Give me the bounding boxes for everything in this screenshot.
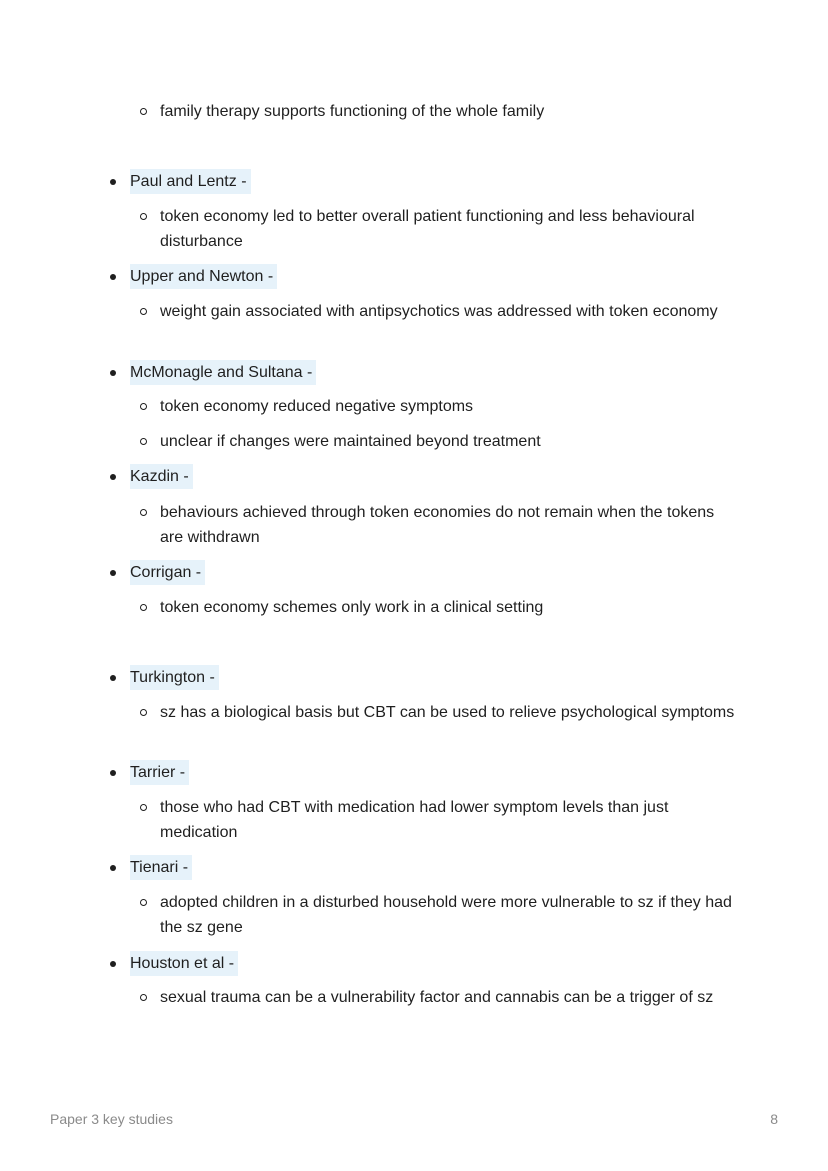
- bullet-icon: [110, 770, 116, 776]
- hollow-bullet-icon: [140, 438, 147, 445]
- hollow-bullet-icon: [140, 108, 147, 115]
- bullet-icon: [110, 274, 116, 280]
- list-item-text: sexual trauma can be a vulnerability factor and cannabis can be a trigger of sz: [160, 989, 714, 1006]
- hollow-bullet-icon: [140, 213, 147, 220]
- bullet-icon: [110, 570, 116, 576]
- hollow-bullet-icon: [140, 509, 147, 516]
- bullet-icon: [110, 179, 116, 185]
- hollow-bullet-icon: [140, 709, 147, 716]
- hollow-bullet-icon: [140, 604, 147, 611]
- bullet-icon: [110, 370, 116, 376]
- hollow-bullet-icon: [140, 403, 147, 410]
- bullet-icon: [110, 865, 116, 871]
- bullet-icon: [110, 961, 116, 967]
- page-number: 8: [770, 1111, 778, 1127]
- hollow-bullet-icon: [140, 994, 147, 1001]
- hollow-bullet-icon: [140, 899, 147, 906]
- study-name: Upper and Newton -: [130, 264, 277, 289]
- study-name: Houston et al -: [130, 951, 238, 976]
- bullet-icon: [110, 474, 116, 480]
- list-item-text: weight gain associated with antipsychotics was addressed with token economy: [160, 303, 718, 320]
- list-item-text: those who had CBT with medication had lower symptom levels than just medication: [160, 799, 669, 841]
- study-name: Tienari -: [130, 855, 192, 880]
- list-item-text: behaviours achieved through token economies do not remain when the tokens are withdrawn: [160, 504, 715, 546]
- hollow-bullet-icon: [140, 804, 147, 811]
- list-item-text: token economy schemes only work in a clinical setting: [160, 599, 544, 616]
- footer-title: Paper 3 key studies: [50, 1111, 173, 1127]
- list-item-text: token economy reduced negative symptoms: [160, 398, 474, 415]
- list-item-text: family therapy supports functioning of the whole family: [160, 103, 545, 120]
- study-name: Kazdin -: [130, 464, 193, 489]
- bullet-icon: [110, 675, 116, 681]
- list-item-text: unclear if changes were maintained beyond treatment: [160, 433, 541, 450]
- study-name: Tarrier -: [130, 760, 189, 785]
- study-name: Paul and Lentz -: [130, 169, 251, 194]
- study-name: McMonagle and Sultana -: [130, 360, 316, 385]
- list-item-text: sz has a biological basis but CBT can be used to relieve psychological symptoms: [160, 704, 735, 721]
- hollow-bullet-icon: [140, 308, 147, 315]
- list-item-text: adopted children in a disturbed household were more vulnerable to sz if they had the sz gene: [160, 894, 732, 936]
- study-name: Turkington -: [130, 665, 219, 690]
- study-name: Corrigan -: [130, 560, 205, 585]
- list-item-text: token economy led to better overall patient functioning and less behavioural disturbance: [160, 208, 695, 250]
